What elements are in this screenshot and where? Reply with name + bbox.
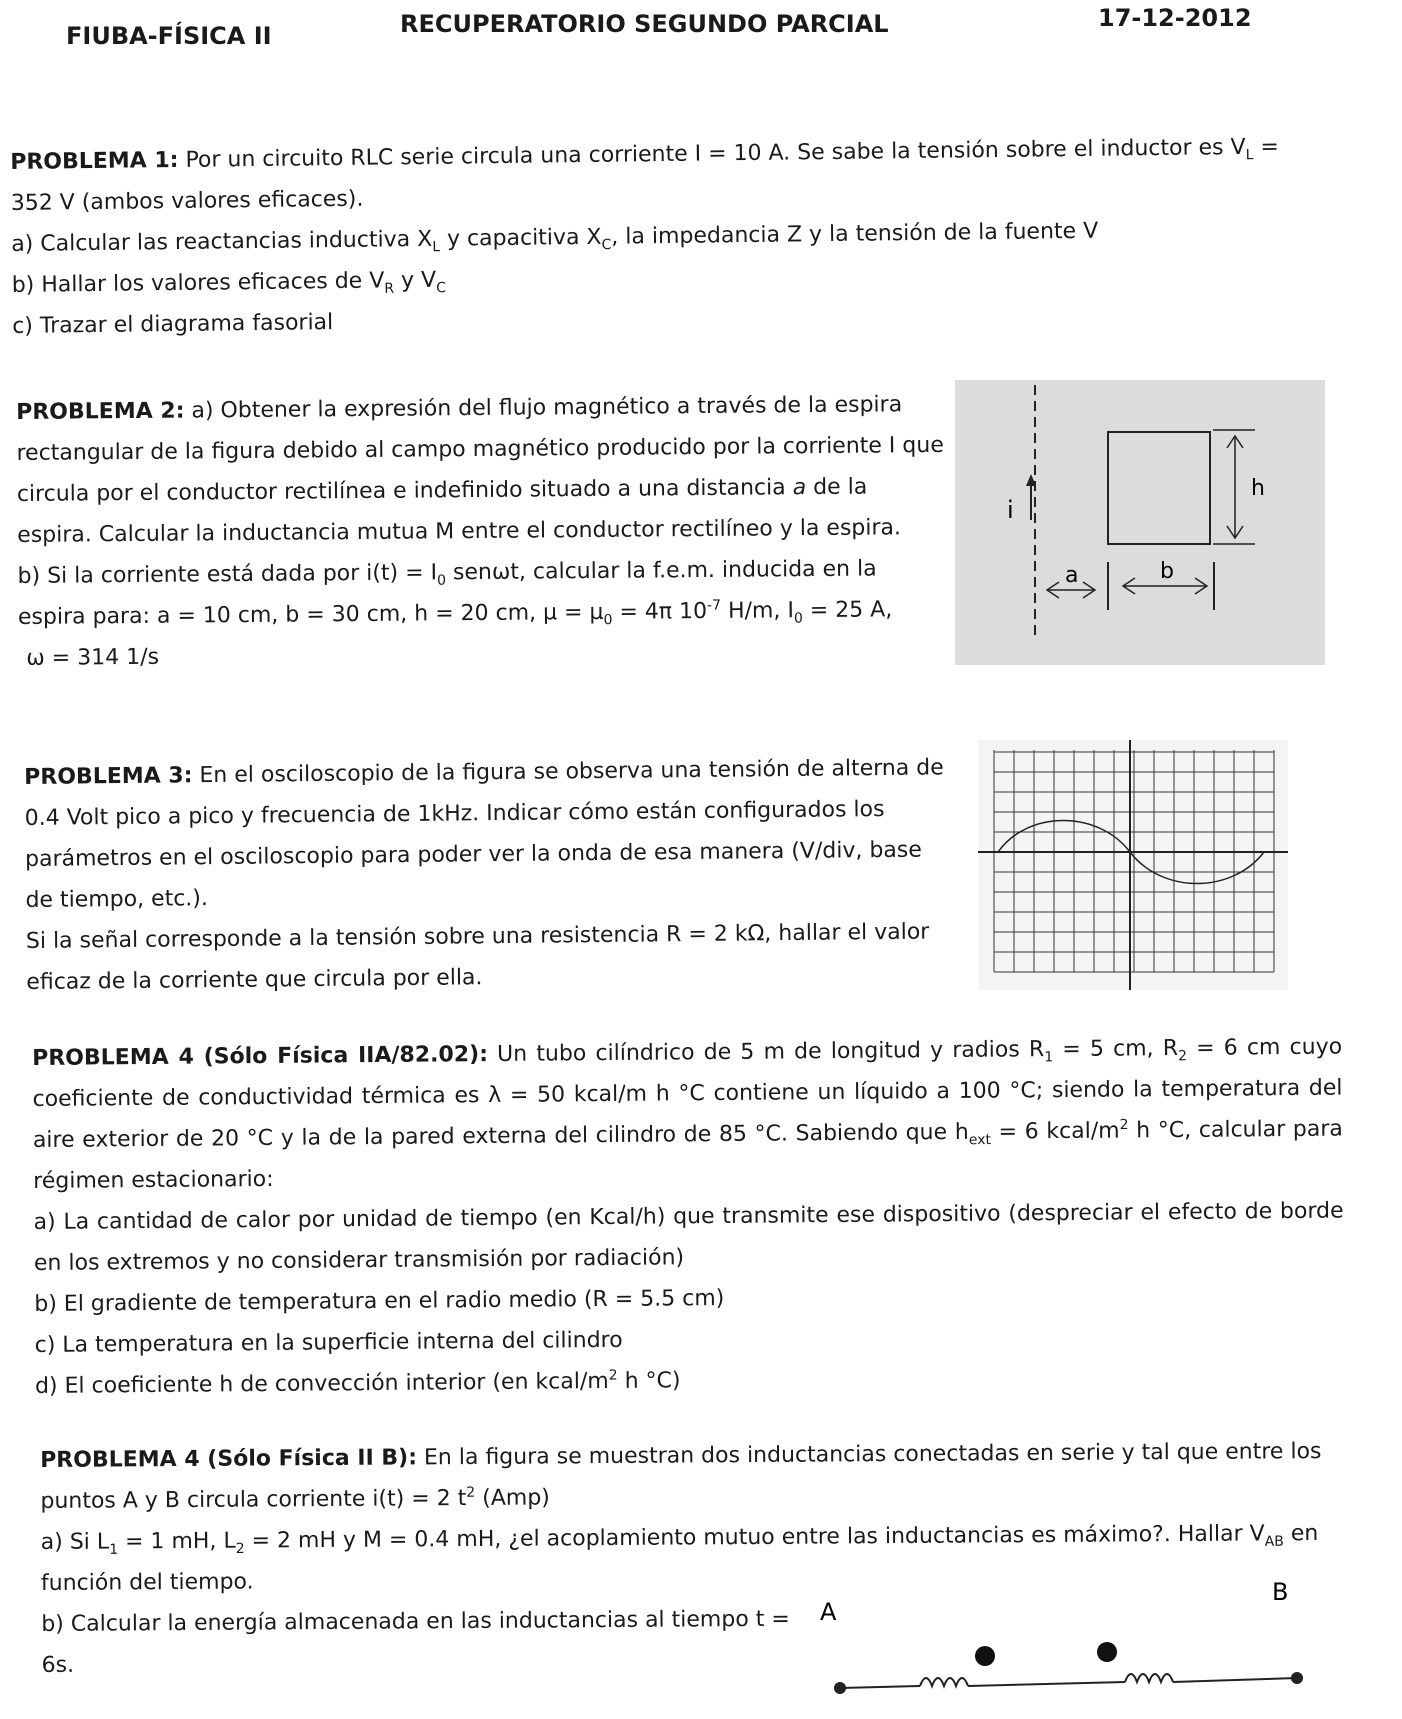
problem-3-label: PROBLEMA 3: [24, 763, 193, 790]
width-b-label: b [1160, 559, 1174, 584]
problem-4a-statement: PROBLEMA 4 (Sólo Física IIA/82.02): Un tubo cilíndrico de 5 m de longitud y radios $R_1 = 5$ cm, $R_2 = 6$ cm cuyo coeficiente de conductividad térmica es λ = 50 kcal/m h °C contiene un líquido a 100 °C; siendo la temperatura del aire exterior de 20 °C y la de la pared externa del cilindro de 85 °C. Sabiendo que $h_{ext} = 6$ kcal/$m^2$ h °C, calcular para régimen estacionario: [32, 1034, 1343, 1194]
inductor-l1 [920, 1678, 968, 1686]
problem-3-statement: PROBLEMA 3: En el osciloscopio de la figura se observa una tensión de alterna de 0.4 Volt pico a pico y frecuencia de 1kHz. Indicar cómo están configurados los parámetros en el osciloscopio para poder ver la onda de esa manera (V/div, base de tiempo, etc.). [24, 755, 944, 913]
distance-a-label: a [1065, 563, 1079, 588]
problem-4b-label: PROBLEMA 4 (Sólo Física II B): [40, 1445, 418, 1473]
problem-1-item-c: c) Trazar el diagrama fasorial [12, 310, 334, 339]
exam-date: 17-12-2012 [1098, 4, 1252, 32]
polarity-dot-l2 [1097, 1642, 1117, 1662]
problem-1-item-a: a) Calcular las reactancias inductiva $X_L$ y capacitiva $X_C$, la impedancia Z y la tensión de la fuente V [11, 218, 1099, 257]
polarity-dot-l1 [975, 1646, 995, 1666]
problem-4a-label: PROBLEMA 4 (Sólo Física IIA/82.02): [32, 1042, 489, 1071]
problem-4b-statement: PROBLEMA 4 (Sólo Física II B): En la figura se muestran dos inductancias conectadas en serie y tal que entre los puntos A y B circula corriente i(t) = 2 $t^2$ (Amp) [40, 1439, 1322, 1514]
problem-2 [16, 384, 948, 679]
course-name: FIUBA-FÍSICA II [66, 22, 272, 50]
current-label: i [1007, 496, 1014, 524]
height-label: h [1251, 476, 1265, 501]
exam-title: RECUPERATORIO SEGUNDO PARCIAL [400, 10, 889, 38]
problem-2-omega: ω = 314 1/s [26, 644, 160, 671]
problem-4b-item-b: b) Calcular la energía almacenada en las inductancias al tiempo t = 6s. [41, 1606, 790, 1678]
problem-2-item-b: b) Si la corriente está dada por $i(t) = I_0$ senωt, calcular la f.e.m. inducida en la espira para: a = 10 cm, b = 30 cm, h = 20 cm, $\mu = \mu_0 = 4\pi$ $10^{-7}$ H/m, $I_0 = 25$ A, [17, 556, 893, 630]
problem-4a-item-a: a) La cantidad de calor por unidad de tiempo (en Kcal/h) que transmite ese dispositivo (despreciar el efecto de borde en los extremos y no considerar transmisión por radiación) [33, 1198, 1344, 1276]
problem-1-label: PROBLEMA 1: [10, 147, 179, 175]
problem-4a-item-d: d) El coeficiente h de convección interior (en kcal/$m^2$ h °C) [34, 1367, 681, 1399]
problem-3 [24, 747, 957, 1003]
problem-3-question: Si la señal corresponde a la tensión sobre una resistencia R = 2 kΩ, hallar el valor eficaz de la corriente que circula por ella. [25, 919, 930, 995]
problem-4b-item-a: a) Si $L_1 = 1$ mH, $L_2 = 2$ mH y M = 0.4 mH, ¿el acoplamiento mutuo entre las inductancias es máximo?. Hallar $V_{AB}$ en función del tiempo. [40, 1521, 1319, 1596]
terminal-a-label: A [820, 1598, 837, 1626]
problem-1-item-b: b) Hallar los valores eficaces de $V_R$ y $V_C$ [11, 267, 447, 298]
problem-1-statement: PROBLEMA 1: Por un circuito RLC serie circula una corriente I = 10 A. Se sabe la tensión sobre el inductor es $V_L = 352$ V (ambos valores eficaces). [10, 134, 1279, 216]
problem-1 [10, 126, 1302, 347]
oscilloscope-figure [978, 740, 1288, 990]
problem-2-item-a: PROBLEMA 2: a) Obtener la expresión del flujo magnético a través de la espira rectangular de la figura debido al campo magnético producido por la corriente I que circula por el conductor rectilínea e indefinido situado a una distancia a de la espira. Calcular la inductancia mutua M entre el conductor rectilíneo y la espira. [16, 392, 944, 548]
problem-4a-item-c: c) La temperatura en la superficie interna del cilindro [34, 1327, 623, 1358]
problem-4a-item-b: b) El gradiente de temperatura en el radio medio (R = 5.5 cm) [34, 1285, 725, 1317]
loop-figure [955, 380, 1325, 665]
terminal-b-label: B [1272, 1578, 1289, 1606]
problem-4a [32, 1027, 1345, 1407]
inductor-l2 [1125, 1674, 1173, 1682]
coupled-inductors-figure [820, 1570, 1340, 1710]
problem-2-label: PROBLEMA 2: [16, 398, 185, 425]
